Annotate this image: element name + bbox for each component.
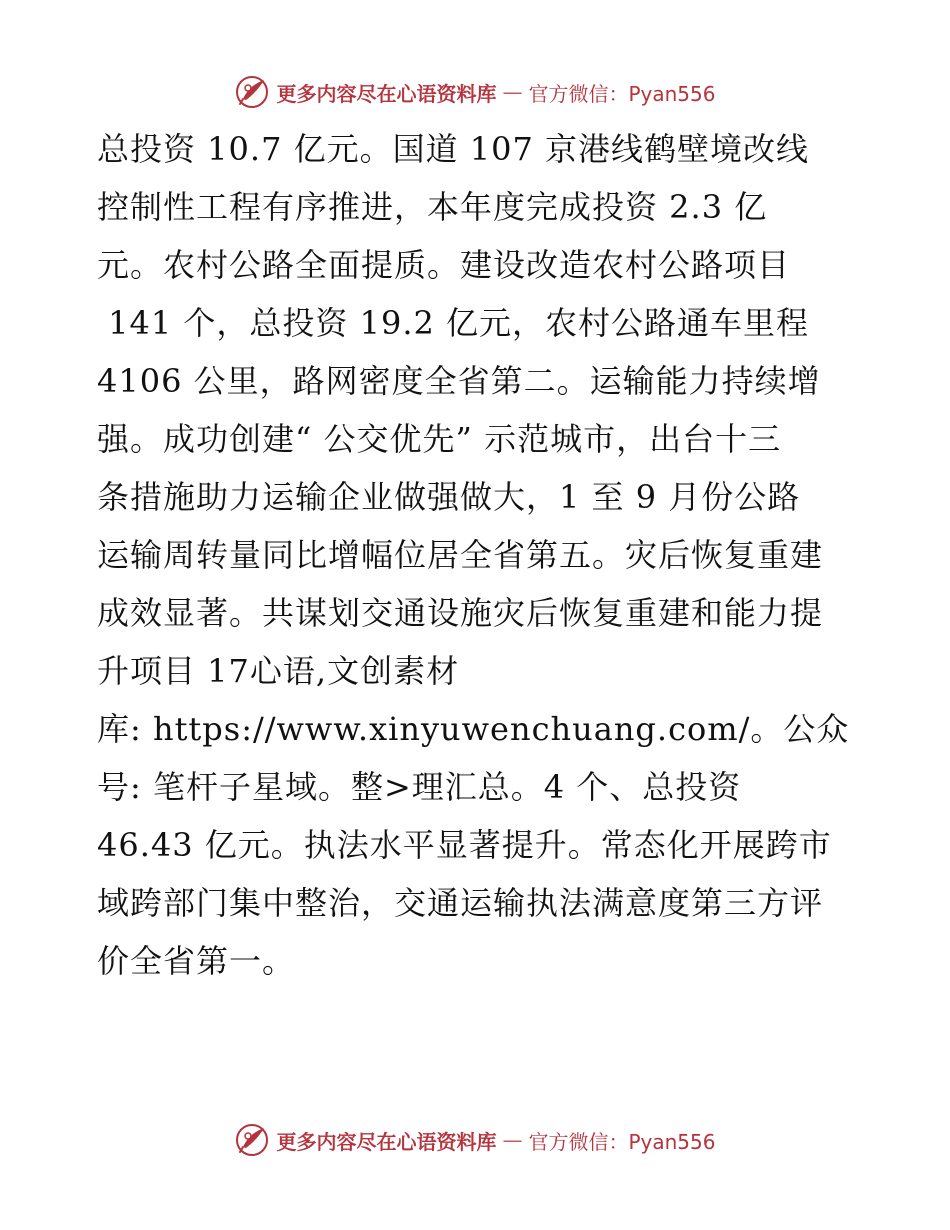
body-line: 总投资 10.7 亿元。国道 107 京港线鹤壁境改线	[97, 130, 810, 168]
quill-pen-logo-icon	[234, 74, 270, 110]
body-line: 号: 笔杆子星域。整>理汇总。4 个、总投资	[97, 768, 742, 806]
body-line: 强。成功创建“ 公交优先” 示范城市，出台十三	[97, 420, 782, 458]
body-line-url: 库: https://www.xinyuwenchuang.com/。公众	[97, 710, 850, 748]
footer-watermark-banner	[0, 1118, 950, 1162]
header-separator: —	[502, 80, 523, 104]
header-wechat-text: 官方微信：Pyan556	[528, 81, 716, 106]
body-line: 46.43 亿元。执法水平显著提升。常态化开展跨市	[97, 826, 832, 864]
body-line: 成效显著。共谋划交通设施灾后恢复重建和能力提	[97, 594, 824, 632]
body-line: 141 个，总投资 19.2 亿元，农村公路通车里程	[97, 304, 810, 342]
footer-brand-text: 更多内容尽在心语资料库	[276, 1129, 497, 1154]
body-line: 运输周转量同比增幅位居全省第五。灾后恢复重建	[97, 536, 824, 574]
footer-wechat-text: 官方微信：Pyan556	[528, 1129, 716, 1154]
body-line: 控制性工程有序推进，本年度完成投资 2.3 亿	[97, 188, 768, 226]
header-watermark-banner	[0, 70, 950, 114]
quill-pen-logo-icon	[234, 1122, 270, 1158]
body-line: 条措施助力运输企业做强做大，1 至 9 月份公路	[97, 478, 801, 516]
document-body	[97, 120, 857, 990]
body-line: 升项目 17心语,文创素材	[97, 652, 460, 690]
body-line: 4106 公里，路网密度全省第二。运输能力持续增	[97, 362, 821, 400]
header-brand-text: 更多内容尽在心语资料库	[276, 81, 497, 106]
body-line: 元。农村公路全面提质。建设改造农村公路项目	[97, 246, 791, 284]
body-line: 价全省第一。	[97, 942, 296, 980]
footer-separator: —	[502, 1128, 523, 1152]
body-line: 域跨部门集中整治，交通运输执法满意度第三方评	[97, 884, 824, 922]
